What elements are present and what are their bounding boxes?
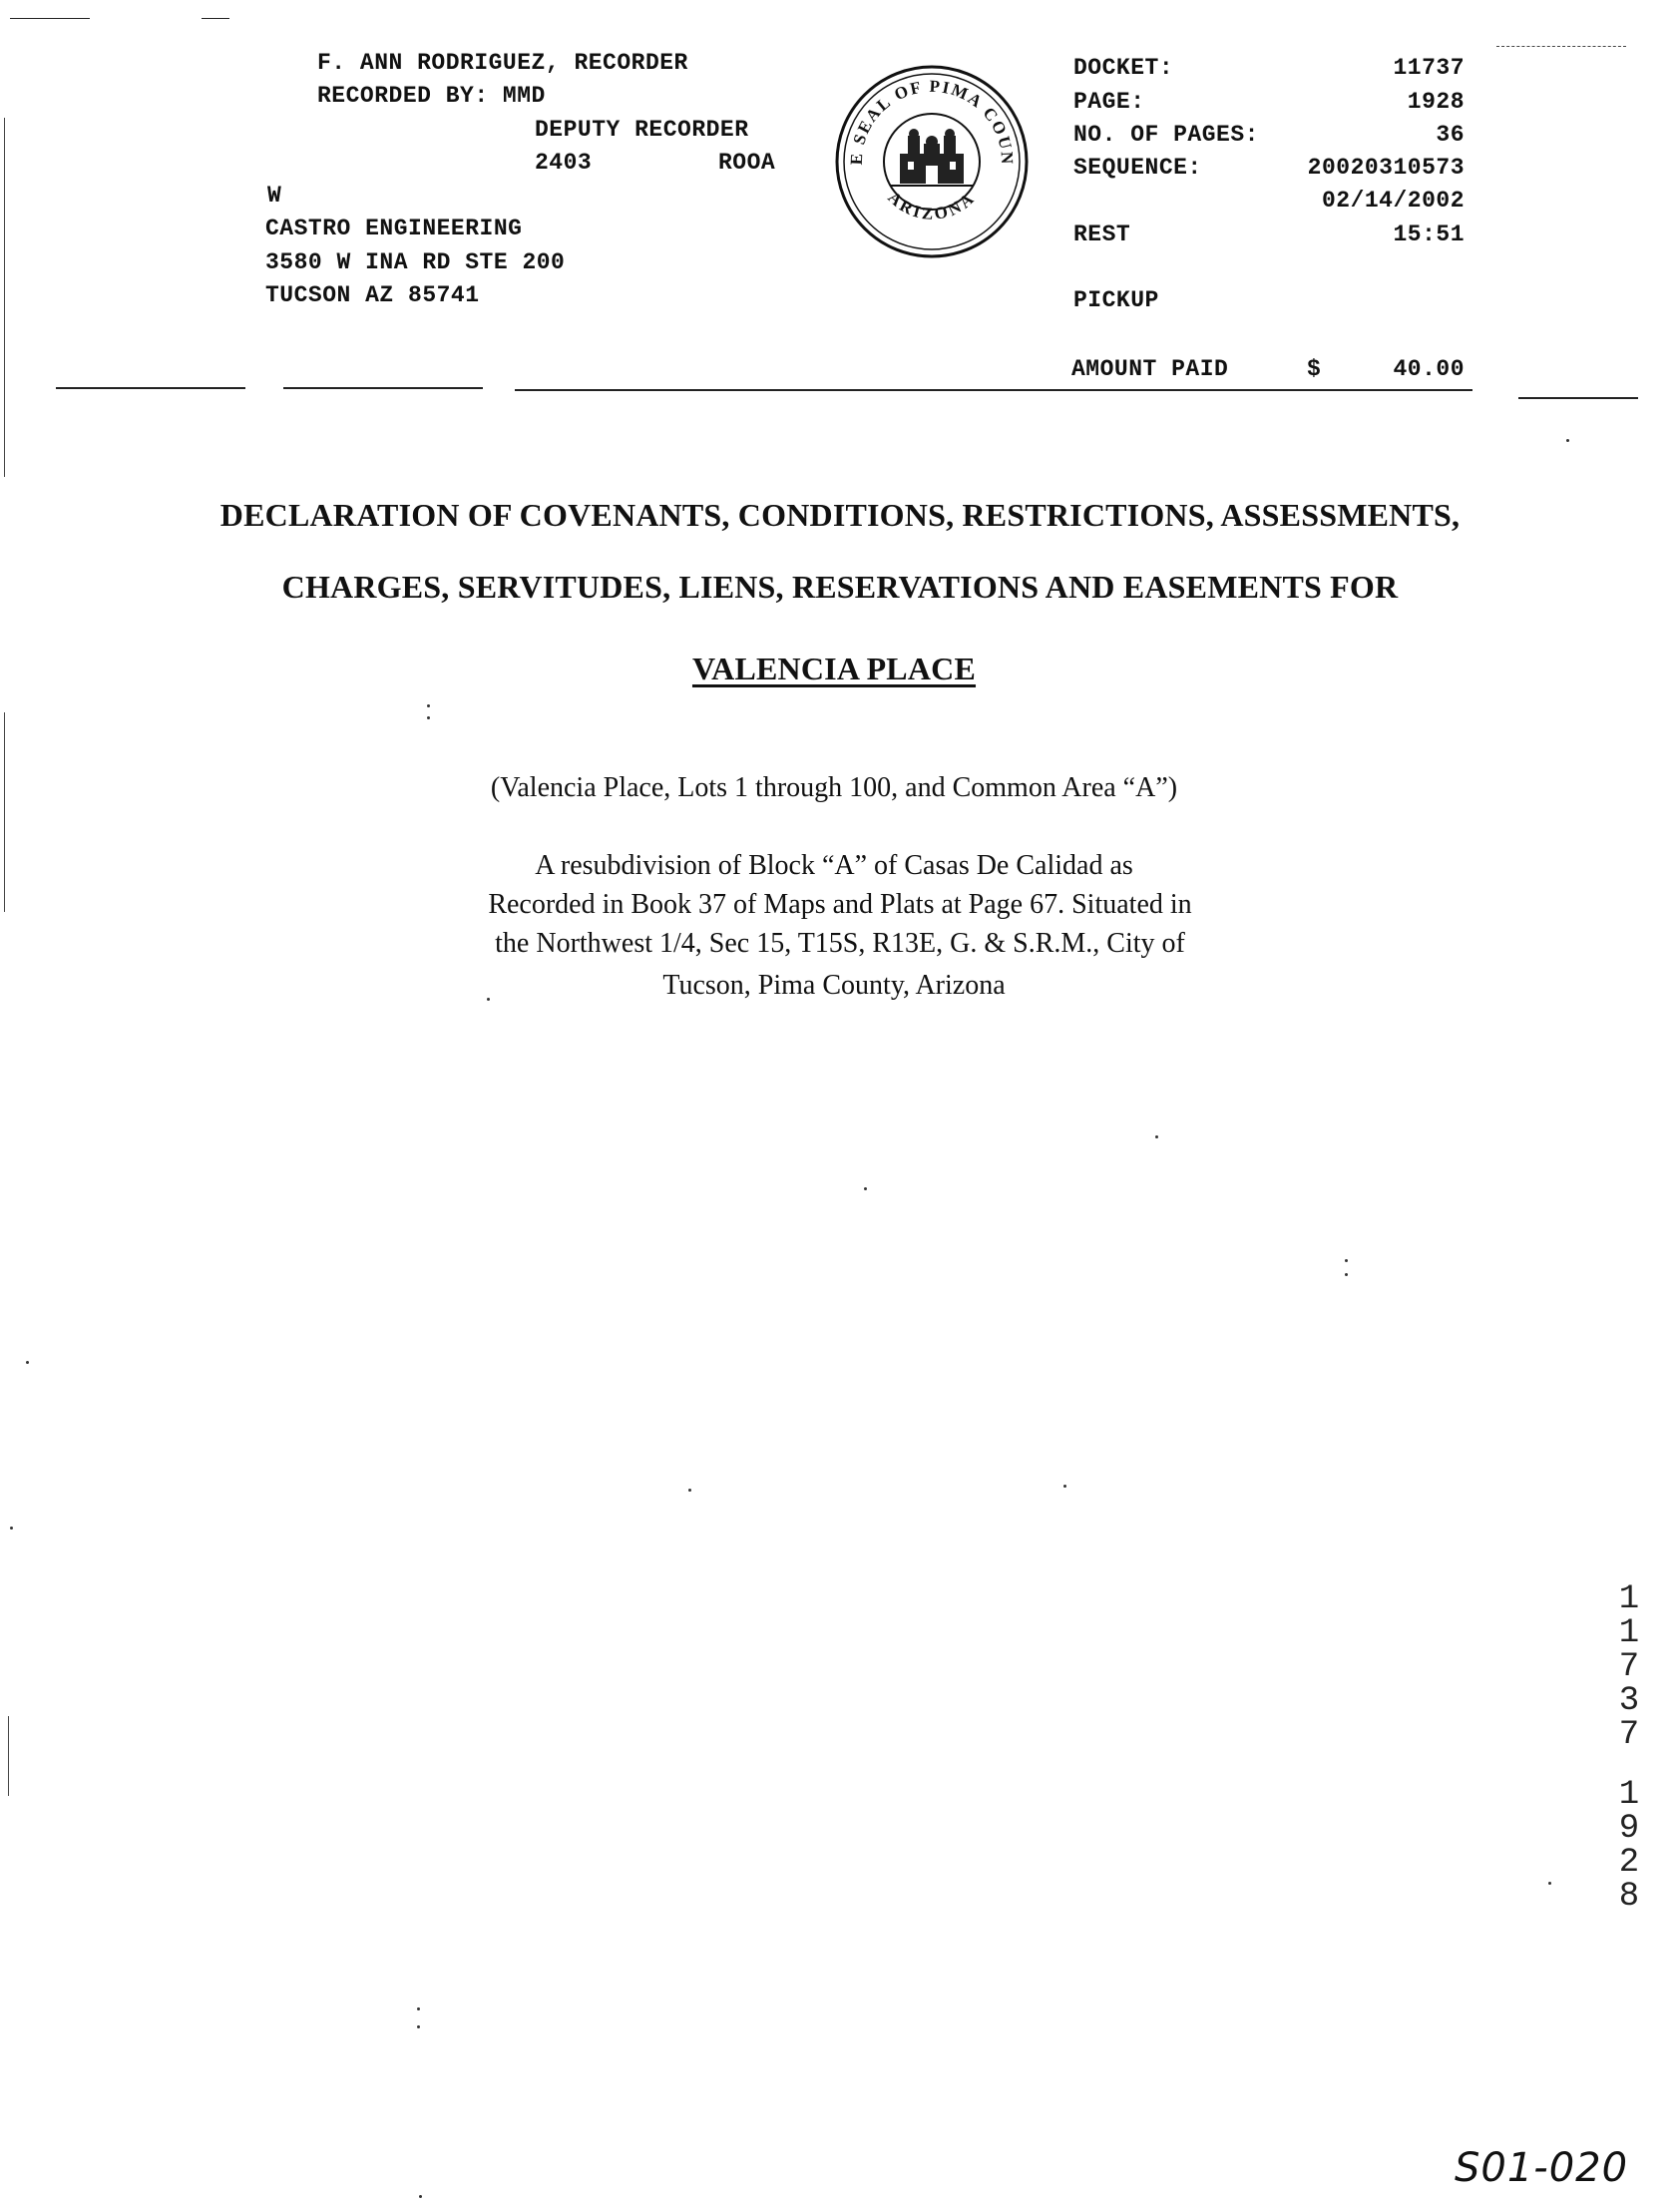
deputy-recorder: DEPUTY RECORDER [535, 117, 749, 143]
speck [417, 2025, 420, 2028]
speck [864, 1187, 867, 1190]
pages-value: 36 [1436, 122, 1465, 148]
header-rule-1 [56, 387, 245, 389]
scan-mark-top-left-2 [202, 18, 229, 19]
recorded-by: RECORDED BY: MMD [317, 83, 546, 109]
recorder-name: F. ANN RODRIGUEZ, RECORDER [317, 50, 688, 76]
subtitle: (Valencia Place, Lots 1 through 100, and Common Area “A”) [490, 772, 1178, 803]
deputy-location: ROOA [718, 150, 776, 176]
speck [10, 1527, 13, 1530]
description-line-4: Tucson, Pima County, Arizona [662, 970, 1006, 1001]
address-line-2: TUCSON AZ 85741 [265, 282, 480, 308]
header-rule-3 [515, 389, 1472, 391]
record-time: 15:51 [1393, 221, 1465, 247]
seal-icon [832, 62, 1032, 261]
docket-label: DOCKET: [1073, 55, 1174, 81]
pickup-label: PICKUP [1073, 287, 1159, 313]
side-stamp-digit: 8 [1618, 1878, 1640, 1916]
scan-mark-left-2 [4, 712, 5, 912]
rest-label: REST [1073, 221, 1131, 247]
speck [1345, 1259, 1348, 1262]
speck [1566, 439, 1569, 442]
side-stamp-digit: 2 [1618, 1844, 1640, 1882]
speck [427, 716, 430, 719]
speck [419, 2195, 422, 2198]
docket-value: 11737 [1393, 55, 1465, 81]
amount-paid-value: 40.00 [1393, 356, 1465, 382]
sequence-label: SEQUENCE: [1073, 155, 1202, 181]
company-name: CASTRO ENGINEERING [265, 216, 523, 241]
page-value: 1928 [1407, 89, 1465, 115]
side-stamp-digit: 1 [1618, 1614, 1640, 1652]
description-line-1: A resubdivision of Block “A” of Casas De Calidad as [535, 850, 1133, 881]
pages-label: NO. OF PAGES: [1073, 122, 1259, 148]
side-stamp-digit: 7 [1618, 1716, 1640, 1754]
amount-currency: $ [1307, 356, 1322, 382]
scan-mark-top-left-1 [10, 18, 90, 19]
address-line-1: 3580 W INA RD STE 200 [265, 249, 566, 275]
amount-paid-label: AMOUNT PAID [1071, 356, 1229, 382]
sequence-value: 20020310573 [1307, 155, 1465, 181]
record-date: 02/14/2002 [1321, 188, 1465, 214]
side-stamp-digit: 1 [1618, 1580, 1640, 1618]
description-line-3: the Northwest 1/4, Sec 15, T15S, R13E, G. & S.R.M., City of [495, 928, 1185, 959]
speck [427, 704, 430, 707]
title-line-2: CHARGES, SERVITUDES, LIENS, RESERVATIONS AND EASEMENTS FOR [281, 569, 1399, 605]
header-rule-4 [1518, 397, 1638, 399]
deputy-code: 2403 [535, 150, 593, 176]
handwritten-code: S01-020 [1455, 2145, 1629, 2191]
speck [26, 1361, 29, 1364]
side-stamp-digit: 9 [1618, 1810, 1640, 1848]
speck [417, 2007, 420, 2010]
description-line-2: Recorded in Book 37 of Maps and Plats at Page 67. Situated in [488, 889, 1192, 920]
scan-mark-top-right [1496, 46, 1626, 47]
title-line-3: VALENCIA PLACE [691, 651, 977, 686]
county-seal [832, 62, 1032, 261]
scan-mark-left-3 [8, 1716, 9, 1796]
side-stamp-digit: 1 [1618, 1776, 1640, 1814]
side-stamp-digit: 7 [1618, 1648, 1640, 1686]
page-label: PAGE: [1073, 89, 1145, 115]
title-line-1: DECLARATION OF COVENANTS, CONDITIONS, RESTRICTIONS, ASSESSMENTS, [219, 497, 1461, 533]
svg-text:ARIZONA [884, 188, 979, 223]
seal-top-text: E SEAL OF PIMA COUN [846, 76, 1018, 167]
side-stamp-digit: 3 [1618, 1682, 1640, 1720]
speck [1548, 1882, 1551, 1885]
speck [1155, 1135, 1158, 1138]
speck [1345, 1273, 1348, 1276]
seal-bottom-text: ARIZONA [884, 188, 980, 223]
w-mark: W [267, 183, 282, 209]
header-rule-2 [283, 387, 483, 389]
scan-mark-left-1 [4, 118, 5, 477]
speck [688, 1489, 691, 1492]
speck [487, 998, 490, 1001]
speck [1063, 1485, 1066, 1488]
